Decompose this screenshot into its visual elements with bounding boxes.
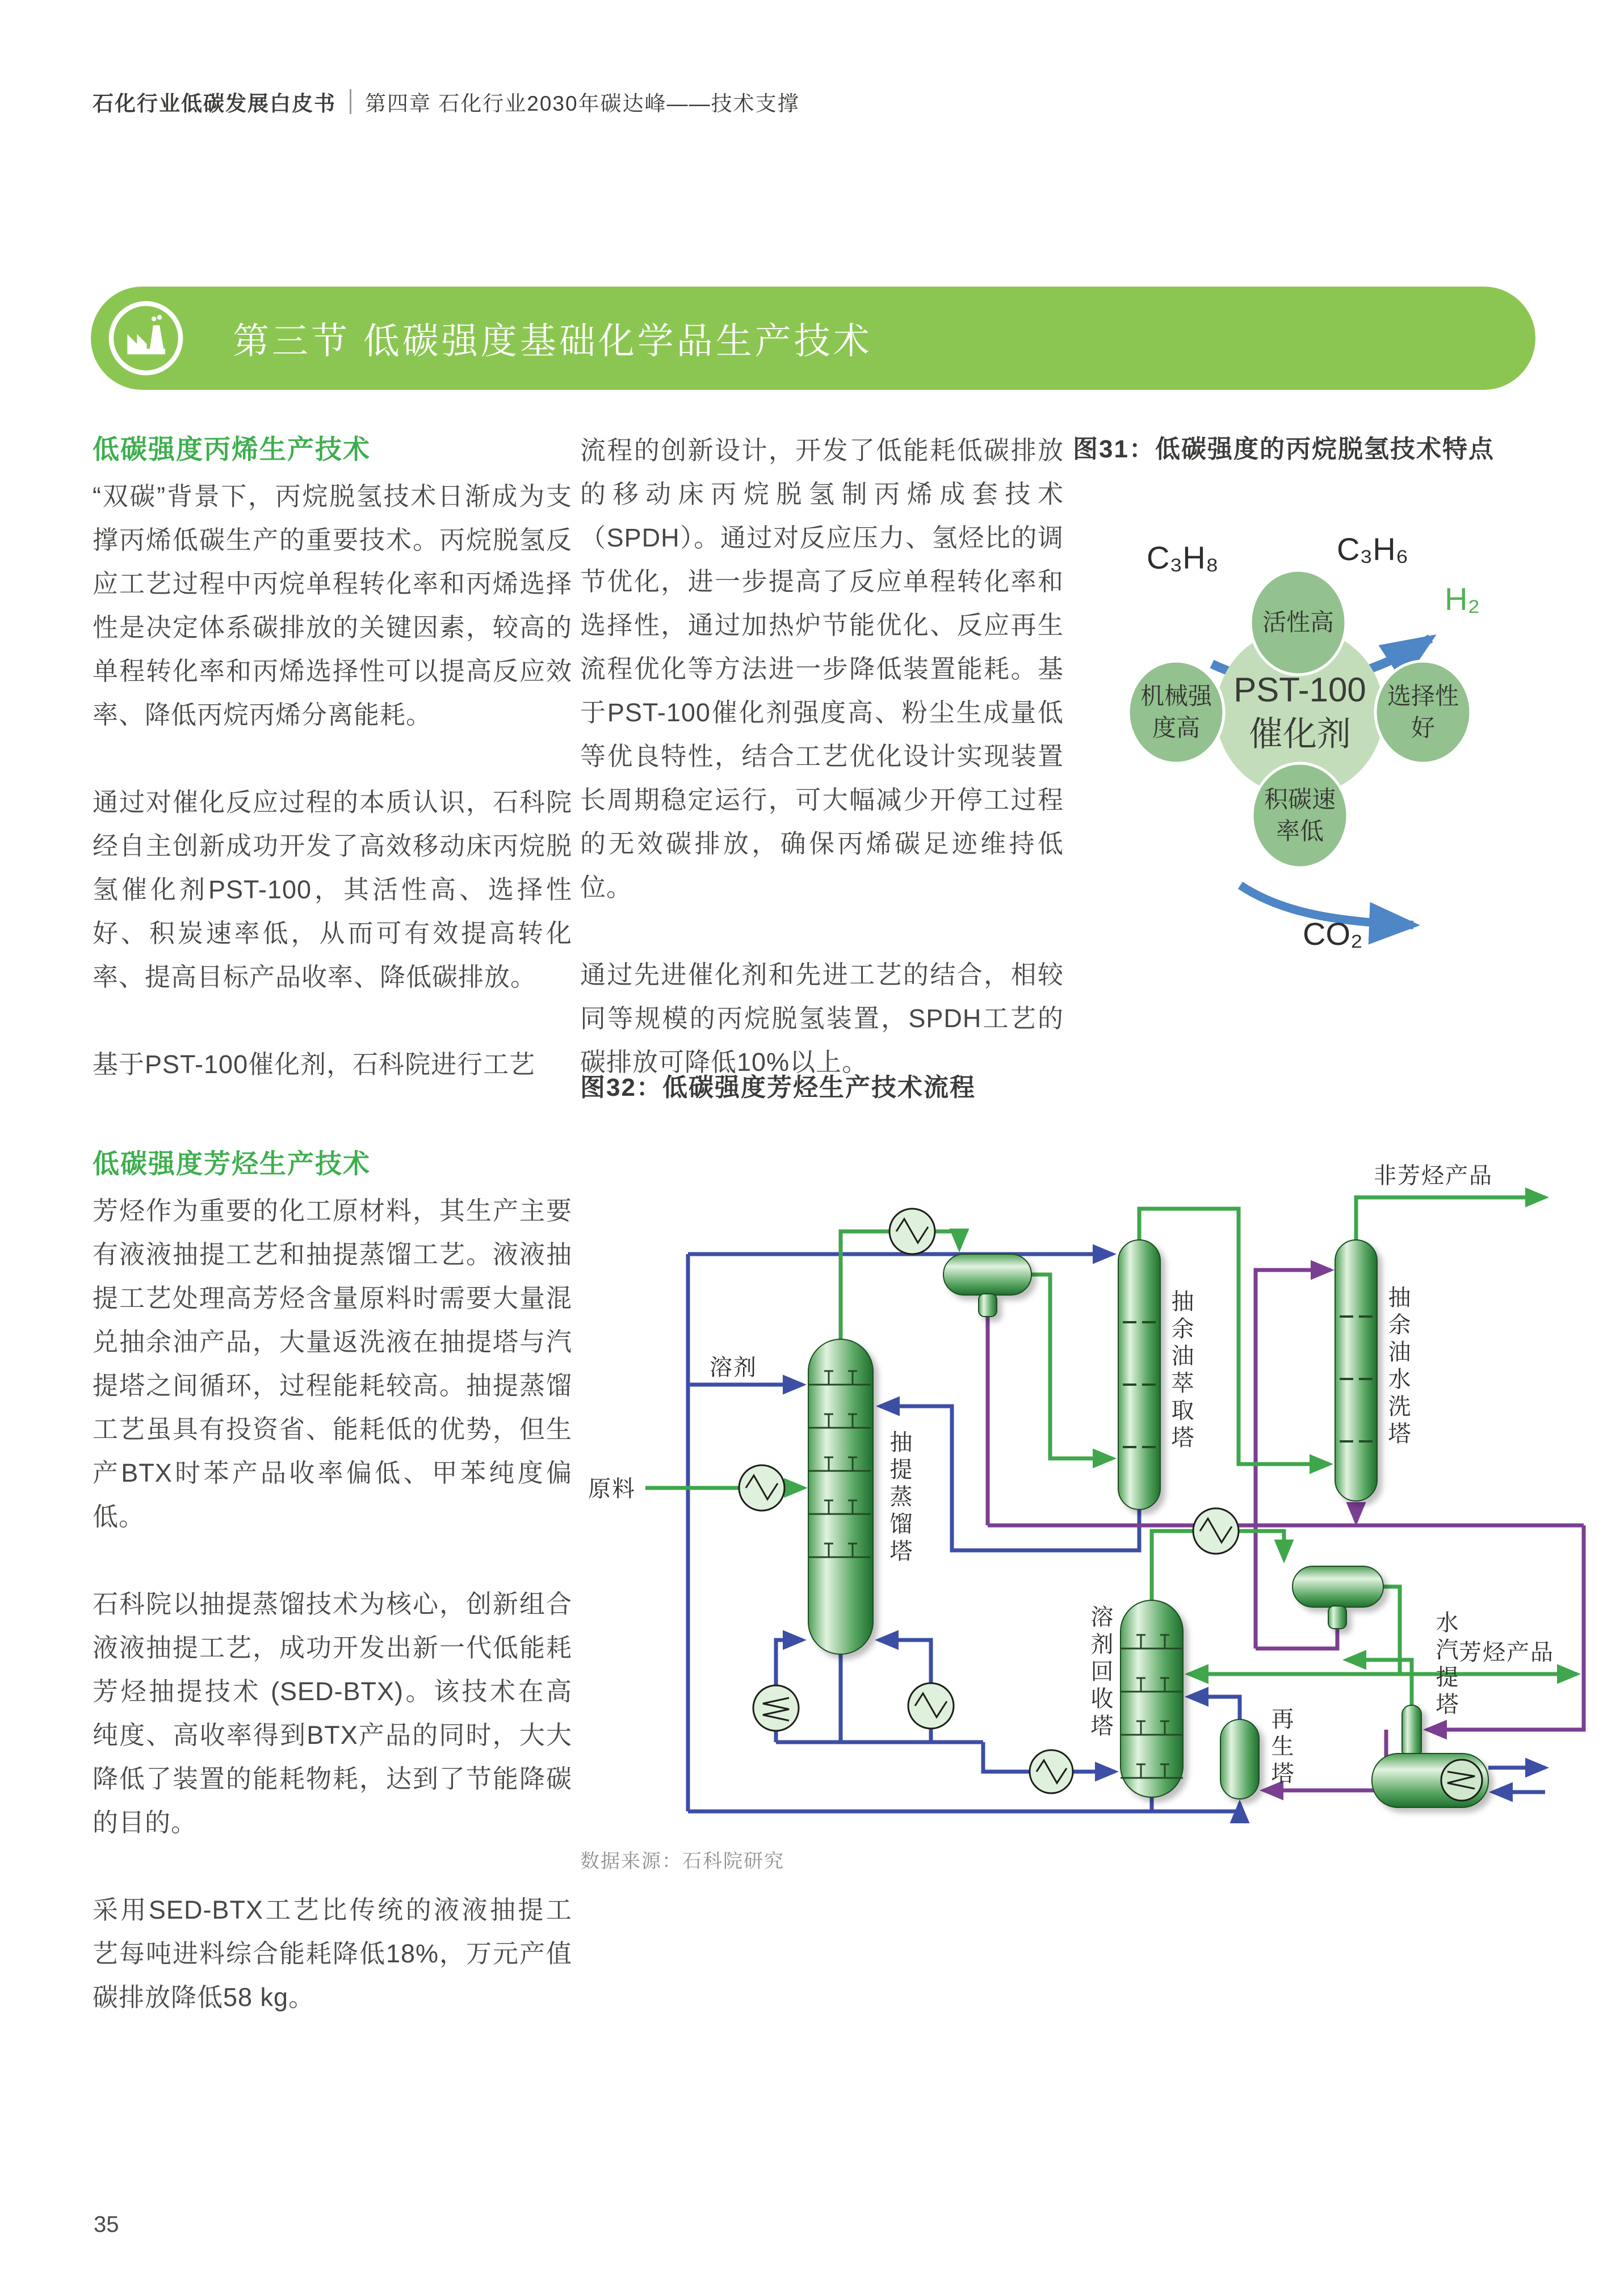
molecule-c3h8: C₃H₈ bbox=[1147, 540, 1219, 575]
stream-non-aromatics-label: 非芳烃产品 bbox=[1374, 1163, 1493, 1188]
heading-propylene-tech: 低碳强度丙烯生产技术 bbox=[93, 434, 371, 464]
bubble-activity: 活性高 bbox=[1262, 609, 1334, 636]
book-title: 石化行业低碳发展白皮书 bbox=[93, 92, 336, 115]
figure31-title: 图31：低碳强度的丙烷脱氢技术特点 bbox=[1073, 435, 1495, 463]
bubble-selectivity: 选择性好 bbox=[1387, 683, 1459, 741]
tower-edc-label: 抽提蒸馏塔 bbox=[887, 1430, 912, 1566]
bubble-mech-strength: 机械强度高 bbox=[1140, 683, 1212, 741]
molecule-h2: H₂ bbox=[1445, 581, 1480, 617]
stream-aromatics-label: 芳烃产品 bbox=[1459, 1640, 1554, 1665]
paragraph: 石科院以抽提蒸馏技术为核心，创新组合液液抽提工艺，成功开发出新一代低能耗芳烃抽提技术 (SED-BTX)。该技术在高纯度、高收率得到BTX产品的同时，大大降低了装置的能耗物耗，达到了节能降碳的目的。 bbox=[93, 1589, 572, 1837]
molecule-c3h6: C₃H₆ bbox=[1337, 531, 1409, 567]
tower-raffinate-wash-label: 抽余油水洗塔 bbox=[1385, 1285, 1410, 1449]
paragraph: 流程的创新设计，开发了低能耗低碳排放的移动床丙烷脱氢制丙烯成套技术（SPDH）。通过对反应压力、氢烃比的调节优化，进一步提高了反应单程转化率和选择性，通过加热炉节能优化、反应再生流程优化等方法进一步降低装置能耗。基于PST-100催化剂强度高、粉尘生成量低等优良特性，结合工艺优化设计实现装置长周期稳定运行，可大幅减少开停工过程的无效碳排放，确保丙烯碳足迹维持低位。 bbox=[580, 436, 1064, 902]
paragraph: “双碳”背景下，丙烷脱氢技术日渐成为支撑丙烯低碳生产的重要技术。丙烷脱氢反应工艺过程中丙烷单程转化率和丙烯选择性是决定体系碳排放的关键因素，较高的单程转化率和丙烯选择性可以提高反应效率、降低丙烷丙烯分离能耗。 bbox=[93, 482, 572, 729]
paragraph: 芳烃作为重要的化工原材料，其生产主要有液液抽提工艺和抽提蒸馏工艺。液液抽提工艺处理高芳烃含量原料时需要大量混兑抽余油产品，大量返洗液在抽提塔与汽提塔之间循环，过程能耗较高。抽提蒸馏工艺虽具有投资省、能耗低的优势，但生产BTX时苯产品收率偏低、甲苯纯度偏低。 bbox=[93, 1196, 572, 1531]
figure32-title: 图32：低碳强度芳烃生产技术流程 bbox=[580, 1074, 976, 1101]
catalyst-word: 催化剂 bbox=[1249, 715, 1351, 753]
data-source-note: 数据来源：石科院研究 bbox=[580, 1851, 784, 1872]
figure-32 bbox=[580, 1067, 1624, 1918]
catalyst-center-label bbox=[1233, 668, 1366, 756]
tower-raffinate-extraction-label: 抽余油萃取塔 bbox=[1168, 1289, 1193, 1453]
catalyst-name: PST-100 bbox=[1233, 671, 1366, 709]
chapter-title: 第四章 石化行业2030年碳达峰——技术支撑 bbox=[365, 92, 800, 115]
middle-column bbox=[580, 428, 1064, 1128]
paragraph: 基于PST-100催化剂，石科院进行工艺 bbox=[93, 1050, 536, 1079]
tower-solvent-recovery-label: 溶剂回收塔 bbox=[1088, 1605, 1113, 1741]
section-banner bbox=[91, 287, 1535, 390]
paragraph: 采用SED-BTX工艺比传统的液液抽提工艺每吨进料综合能耗降低18%，万元产值碳排放降低58 kg。 bbox=[93, 1895, 572, 2012]
bubble-coking-rate: 积碳速率低 bbox=[1264, 786, 1336, 844]
page-number: 35 bbox=[94, 2212, 119, 2237]
page-header bbox=[93, 86, 800, 117]
paragraph: 通过对催化反应过程的本质认识，石科院经自主创新成功开发了高效移动床丙烷脱氢催化剂PST-100，其活性高、选择性好、积炭速率低，从而可有效提高转化率、提高目标产品收率、降低碳排放。 bbox=[93, 788, 572, 991]
header-divider bbox=[350, 89, 351, 114]
figure-31 bbox=[1073, 428, 1550, 1030]
section-title: 第三节 低碳强度基础化学品生产技术 bbox=[233, 321, 872, 361]
stream-solvent-label: 溶剂 bbox=[710, 1355, 757, 1380]
left-column bbox=[93, 428, 572, 2063]
tower-water-stripper-label: 水汽提塔 bbox=[1433, 1610, 1458, 1719]
stream-feed-label: 原料 bbox=[588, 1477, 636, 1502]
tower-regeneration-label: 再生塔 bbox=[1268, 1707, 1293, 1789]
molecule-co2: CO₂ bbox=[1303, 916, 1363, 952]
paragraph: 通过先进催化剂和先进工艺的结合，相较同等规模的丙烷脱氢装置，SPDH工艺的碳排放可降低10%以上。 bbox=[580, 960, 1064, 1076]
heading-aromatics-tech: 低碳强度芳烃生产技术 bbox=[93, 1149, 371, 1179]
factory-icon bbox=[106, 298, 186, 379]
